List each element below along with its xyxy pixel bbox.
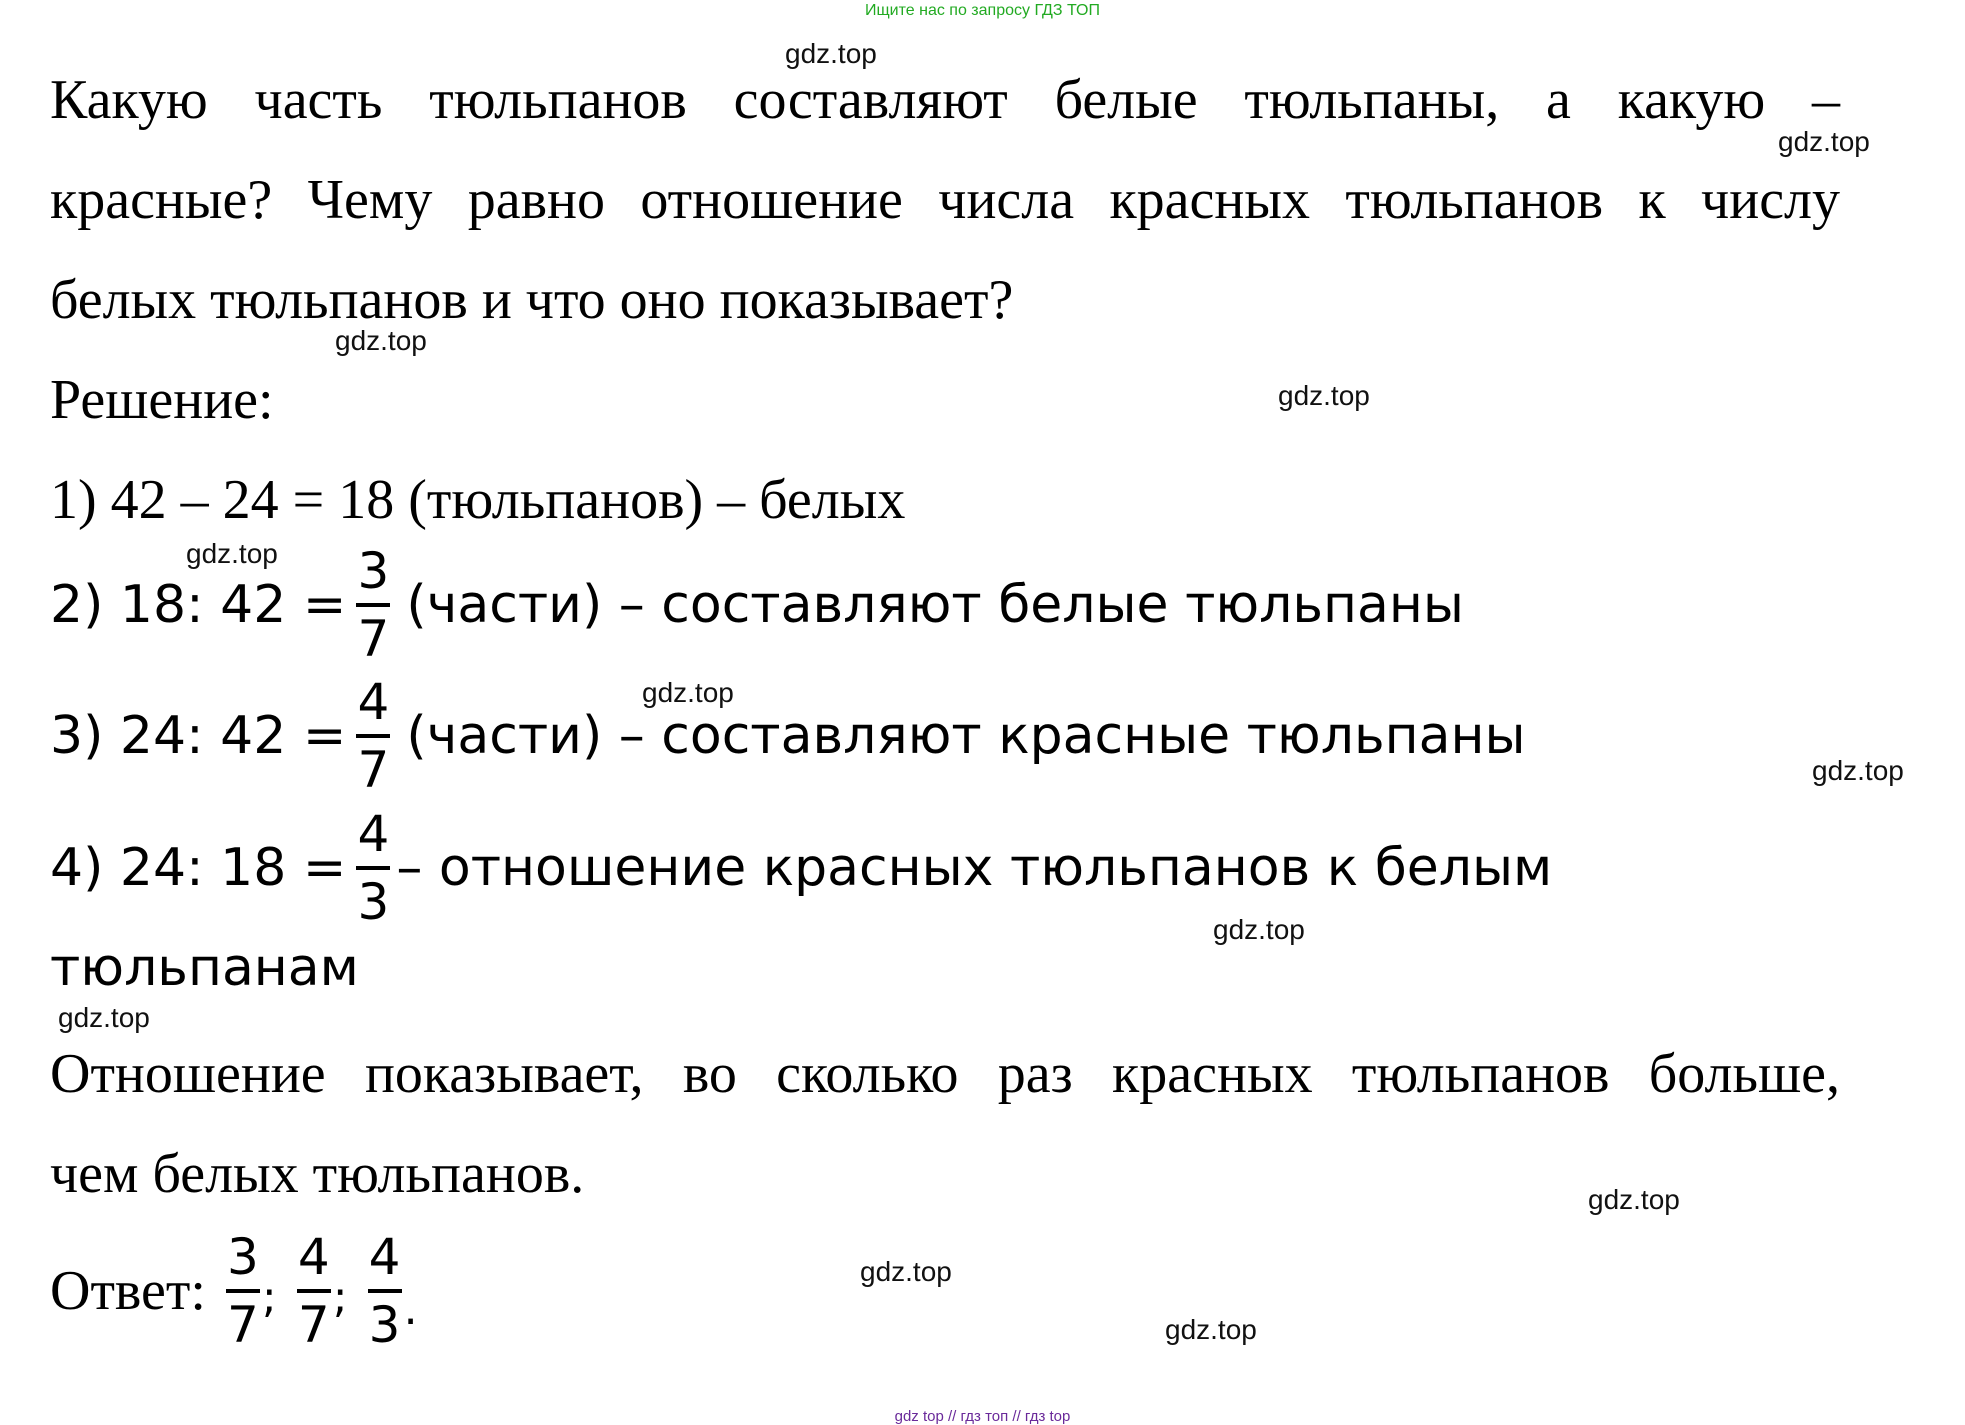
step-4-expression: 4) 24: 18 =: [50, 838, 347, 898]
fraction-bar: [356, 603, 390, 607]
watermark: gdz.top: [1165, 1314, 1257, 1345]
watermark: gdz.top: [1278, 380, 1370, 411]
step-2-expression: 2) 18: 42 =: [50, 575, 347, 635]
question-line-3: белых тюльпанов и что оно показывает?: [50, 269, 1014, 331]
footer: gdz top // гдз топ // гдз top: [894, 1408, 1071, 1425]
watermark: gdz.top: [785, 38, 877, 69]
step-3-text: (части) – составляют красные тюльпаны: [406, 706, 1526, 766]
step-3: [50, 673, 1526, 799]
watermark: gdz.top: [642, 677, 734, 708]
fraction-bar: [297, 1289, 331, 1293]
watermark: gdz.top: [1213, 914, 1305, 945]
answer-2-denominator: 7: [297, 1296, 330, 1354]
watermark: gdz.top: [1778, 126, 1870, 157]
answer-end: .: [403, 1283, 418, 1335]
step-2-fraction: [356, 542, 390, 668]
answer: [50, 1228, 418, 1354]
step-2-denominator: 7: [357, 610, 390, 668]
solution-label: Решение:: [50, 369, 274, 431]
answer-3-denominator: 3: [368, 1296, 401, 1354]
step-4-fraction: [356, 805, 390, 931]
watermark: gdz.top: [186, 538, 278, 569]
watermark: gdz.top: [335, 325, 427, 356]
answer-3-numerator: 4: [368, 1228, 401, 1286]
answer-1-numerator: 3: [227, 1228, 259, 1286]
top-banner: Ищите нас по запросу ГДЗ ТОП: [865, 2, 1100, 19]
answer-label: Ответ:: [50, 1260, 206, 1322]
answer-fraction-1: [226, 1228, 260, 1354]
watermark: gdz.top: [860, 1256, 952, 1287]
question-line-2: красные? Чему равно отношение числа красных тюльпанов к числу: [50, 169, 1840, 231]
step-4: [50, 805, 1552, 931]
fraction-bar: [368, 1289, 402, 1293]
step-3-numerator: 4: [357, 673, 390, 731]
answer-fraction-2: [297, 1228, 331, 1354]
fraction-bar: [356, 734, 390, 738]
step-4-text: – отношение красных тюльпанов к белым: [396, 838, 1553, 898]
answer-separator: ;: [332, 1271, 348, 1323]
watermark: gdz.top: [1588, 1184, 1680, 1215]
step-4-denominator: 3: [357, 873, 390, 931]
answer-2-numerator: 4: [297, 1228, 330, 1286]
fraction-bar: [356, 866, 390, 870]
step-4-continuation: тюльпанам: [50, 938, 359, 998]
step-2-text: (части) – составляют белые тюльпаны: [406, 575, 1464, 635]
answer-1-denominator: 7: [227, 1296, 259, 1354]
watermark: gdz.top: [58, 1002, 150, 1033]
step-3-expression: 3) 24: 42 =: [50, 706, 347, 766]
step-4-numerator: 4: [357, 805, 390, 863]
step-3-fraction: [356, 673, 390, 799]
explanation-line-1: Отношение показывает, во сколько раз красных тюльпанов больше,: [50, 1043, 1840, 1105]
question-line-1: Какую часть тюльпанов составляют белые тюльпаны, а какую –: [50, 69, 1840, 131]
answer-separator: ;: [261, 1271, 277, 1323]
watermark: gdz.top: [1812, 755, 1904, 786]
answer-fraction-3: [368, 1228, 402, 1354]
fraction-bar: [226, 1289, 260, 1293]
step-1: 1) 42 – 24 = 18 (тюльпанов) – белых: [50, 469, 906, 531]
step-2-numerator: 3: [357, 542, 390, 600]
step-3-denominator: 7: [357, 741, 390, 799]
explanation-line-2: чем белых тюльпанов.: [50, 1143, 585, 1205]
